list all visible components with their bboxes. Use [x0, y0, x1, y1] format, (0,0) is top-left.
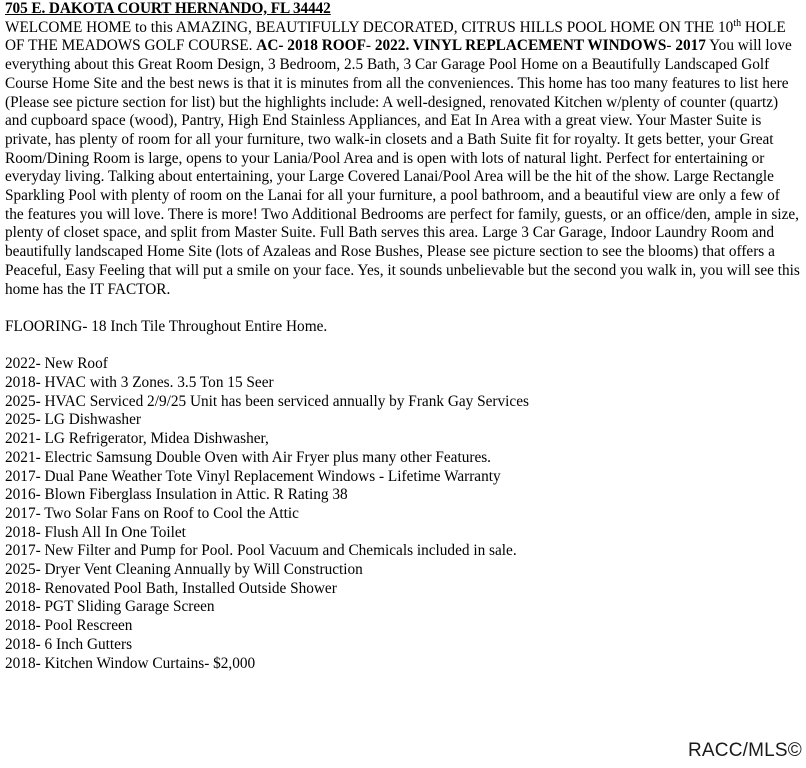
updates-list: [5, 355, 801, 673]
update-list-item: 2025- LG Dishwasher: [5, 411, 141, 429]
update-list-item: 2025- Dryer Vent Cleaning Annually by Will Construction: [5, 561, 363, 579]
update-list-item: 2016- Blown Fiberglass Insulation in Attic. R Rating 38: [5, 486, 348, 504]
update-list-item: 2018- Renovated Pool Bath, Installed Outside Shower: [5, 579, 337, 597]
update-list-item: 2021- Electric Samsung Double Oven with Air Fryer plus many other Features.: [5, 448, 492, 466]
spacer: [5, 337, 801, 356]
description-text-4: -: [666, 37, 676, 55]
update-list-item: 2018- 6 Inch Gutters: [5, 635, 133, 653]
description-paragraph: [5, 19, 801, 300]
windows-highlight: 2022. VINYL REPLACEMENT WINDOWS: [374, 37, 667, 55]
description-text-5: You will love everything about this Great Room Design, 3 Bedroom, 2.5 Bath, 3 Car Garage Pool Home on a Beautifully Landscaped Golf Course Home Site and the best news is that it is minutes from all the conveniences. This home has too many features to list here (Please see picture section for list) but the highlights include: A well-designed, renovated Kitchen w/plenty of counter (quartz) and cupboard space (wood), Pantry, High End Stainless Appliances, and Eat In Area with a great view. Your Master Suite is private, has plenty of room for all your furniture, two walk-in closets and a Bath Suite fit for royalty. It gets better, your Great Room/Dining Room is large, opens to your Lania/Pool Area and is open with lots of natural light. Perfect for entertaining or everyday living. Talking about entertaining, your Large Covered Lanai/Pool Area will be the hit of the show. Large Rectangle Sparkling Pool with plenty of room on the Lanai for all your furniture, a pool bathroom, and a beautiful view are only a few of the features you will love. There is more! Two Additional Bedrooms are perfect for family, guests, or an office/den, ample in size, plenty of closet space, and split from Master Suite. Full Bath serves this area. Large 3 Car Garage, Indoor Laundry Room and beautifully landscaped Home Site (lots of Azaleas and Rose Bushes, Please see picture section to see the blooms) that offers a Peaceful, Easy Feeling that will put a smile on your face. Yes, it sounds unbelievable but the second you walk in, you will see this home has the IT FACTOR.: [5, 37, 800, 298]
update-list-item: 2018- HVAC with 3 Zones. 3.5 Ton 15 Seer: [5, 374, 274, 392]
update-list-item: 2018- PGT Sliding Garage Screen: [5, 598, 215, 616]
update-list-item: 2018- Kitchen Window Curtains- $2,000: [5, 654, 256, 672]
update-list-item: 2022- New Roof: [5, 355, 108, 373]
mls-watermark: RACC/MLS©: [688, 740, 802, 761]
update-list-item: 2017- New Filter and Pump for Pool. Pool Vacuum and Chemicals included in sale.: [5, 542, 517, 560]
update-list-item: 2018- Flush All In One Toilet: [5, 523, 186, 541]
year-highlight: 2017: [675, 37, 706, 55]
update-list-item: 2017- Two Solar Fans on Roof to Cool the Attic: [5, 504, 299, 522]
spacer: [5, 299, 801, 318]
update-list-item: 2021- LG Refrigerator, Midea Dishwasher,: [5, 430, 269, 448]
description-text-2: HOLE OF THE MEADOWS GOLF COURSE.: [5, 18, 786, 55]
update-list-item: 2018- Pool Rescreen: [5, 617, 133, 635]
property-address-title: 705 E. DAKOTA COURT HERNANDO, FL 34442: [5, 0, 331, 17]
ac-roof-highlight: AC- 2018 ROOF: [256, 37, 366, 55]
description-text-3: -: [365, 37, 375, 55]
flooring-note: FLOORING- 18 Inch Tile Throughout Entire Home.: [5, 317, 328, 335]
listing-document: [5, 0, 801, 673]
update-list-item: 2025- HVAC Serviced 2/9/25 Unit has been serviced annually by Frank Gay Services: [5, 392, 529, 410]
description-text-1: WELCOME HOME to this AMAZING, BEAUTIFULLY DECORATED, CITRUS HILLS POOL HOME ON THE 10: [5, 18, 734, 36]
ordinal-suffix: th: [733, 17, 742, 29]
update-list-item: 2017- Dual Pane Weather Tote Vinyl Replacement Windows - Lifetime Warranty: [5, 467, 501, 485]
